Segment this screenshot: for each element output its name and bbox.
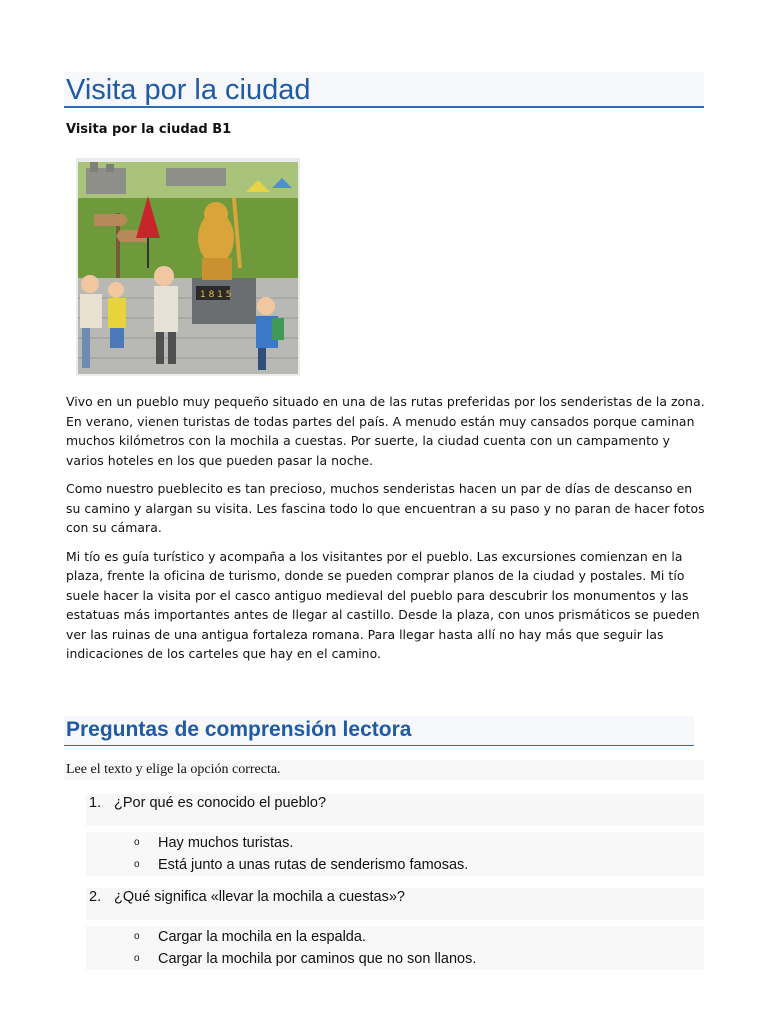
paragraph: Mi tío es guía turístico y acompaña a los visitantes por el pueblo. Las excursiones comienzan en la plaza, frente la oficina de turismo, donde se pueden comprar planos de la ciudad y postales. Mi tío suele hacer la visita por el casco antiguo medieval del pueblo para descubrir los monumentos y las estatuas más importantes antes de llegar al castillo. Desde la plaza, con unos prismáticos se pueden ver las ruinas de una antigua fortaleza romana. Para llegar hasta allí no hay más que seguir las indicaciones de los carteles que hay en el camino. (66, 548, 700, 661)
answer-option[interactable] (86, 832, 704, 854)
question-2 (86, 888, 704, 920)
question-2-options (86, 926, 704, 970)
statue-plaque: 1 8 1 5 (200, 290, 232, 300)
option-text: Está junto a unas rutas de senderismo famosas. (158, 857, 469, 873)
option-text: Hay muchos turistas. (158, 835, 294, 851)
answer-option[interactable] (86, 854, 704, 876)
quiz-instructions: Lee el texto y elige la opción correcta. (64, 760, 704, 780)
quiz-heading: Preguntas de comprensión lectora (64, 716, 694, 746)
paragraph: Vivo en un pueblo muy pequeño situado en una de las rutas preferidas por los senderistas de la zona. En verano, vienen turistas de todas partes del país. A menudo están muy cansados porque caminan muchos kilómetros con la mochila a cuestas. Por suerte, la ciudad cuenta con un campamento y varios hoteles en los que pueden pasar la noche. (66, 394, 705, 468)
question-text: ¿Por qué es conocido el pueblo? (114, 795, 327, 811)
option-text: Cargar la mochila por caminos que no son llanos. (158, 951, 477, 967)
town-square-illustration (76, 158, 300, 376)
bullet-icon: o (134, 837, 140, 848)
page-title: Visita por la ciudad (64, 72, 704, 108)
question-text: ¿Qué significa «llevar la mochila a cuestas»? (114, 889, 405, 905)
bullet-icon: o (134, 859, 140, 870)
question-1 (86, 794, 704, 826)
page-subtitle: Visita por la ciudad B1 (66, 122, 232, 137)
question-number: 1. (89, 795, 102, 811)
paragraph: Como nuestro pueblecito es tan precioso, muchos senderistas hacen un par de días de descanso en su camino y alargan su visita. Les fascina todo lo que encuentran a su paso y no paran de hacer fotos con su cámara. (66, 481, 705, 535)
answer-option[interactable] (86, 926, 704, 948)
question-1-options (86, 832, 704, 876)
answer-option[interactable] (86, 948, 704, 970)
bullet-icon: o (134, 931, 140, 942)
bullet-icon: o (134, 953, 140, 964)
option-text: Cargar la mochila en la espalda. (158, 929, 366, 945)
story-text (66, 392, 706, 673)
question-number: 2. (89, 889, 102, 905)
